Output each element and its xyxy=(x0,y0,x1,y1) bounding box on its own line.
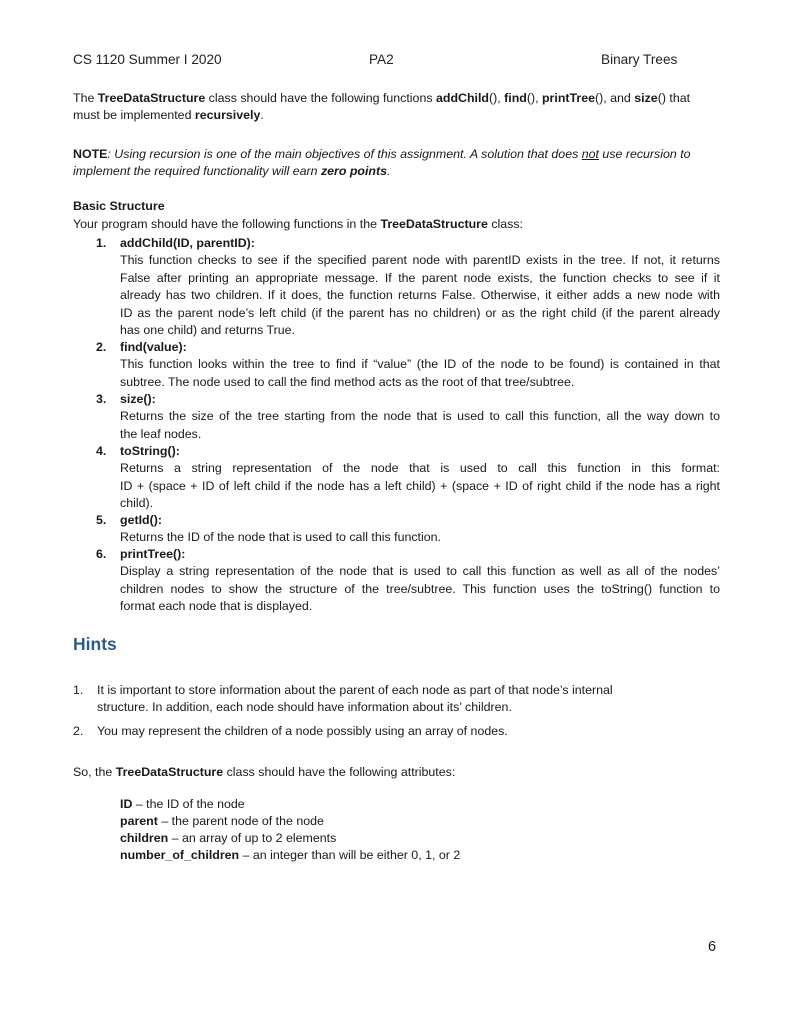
function-description xyxy=(120,460,720,512)
description-line: format each node that is displayed. xyxy=(120,599,313,614)
description-line: ID as the parent node’s left child (if the parent has no children) or as the right child (if the parent already xyxy=(120,305,720,320)
description-line: Returns a string representation of the node that is used to call this function in this format: xyxy=(120,461,720,476)
header-course: CS 1120 Summer I 2020 xyxy=(73,52,222,67)
description-line: the leaf nodes. xyxy=(120,426,202,441)
description-line: children nodes to show the structure of the tree/subtree. This function uses the toString() function to xyxy=(120,581,720,596)
list-number: 3. xyxy=(96,392,107,406)
list-number: 2. xyxy=(96,340,107,354)
hint-text: You may represent the children of a node possibly using an array of nodes. xyxy=(97,724,508,738)
basic-structure-title: Basic Structure xyxy=(73,199,165,213)
attributes-intro: So, the TreeDataStructure class should have the following attributes: xyxy=(73,765,456,779)
function-signature: size(): xyxy=(120,392,156,406)
list-number: 6. xyxy=(96,547,107,561)
description-line: has one child) and returns True. xyxy=(120,323,295,338)
header-topic: Binary Trees xyxy=(601,52,678,67)
basic-structure-intro: Your program should have the following functions in the TreeDataStructure class: xyxy=(73,217,523,231)
list-number: 5. xyxy=(96,513,107,527)
description-line: This function checks to see if the specified parent node with parentID exists in the tree. If not, it returns xyxy=(120,253,720,268)
description-line: ID + (space + ID of left child if the node has a left child) + (space + ID of right child if the node has a right xyxy=(120,478,720,493)
description-line: Returns the size of the tree starting from the node that is used to call this function, all the way down to xyxy=(120,409,720,424)
note-line-1: NOTE: Using recursion is one of the main objectives of this assignment. A solution that does not use recursion to xyxy=(73,147,691,161)
function-description xyxy=(120,529,720,546)
note-line-2: implement the required functionality will earn zero points. xyxy=(73,164,391,179)
function-description xyxy=(120,356,720,391)
function-signature: toString(): xyxy=(120,444,180,458)
function-signature: addChild(ID, parentID): xyxy=(120,236,255,250)
description-line: Display a string representation of the node that is used to call this function as well as all of the nodes’ xyxy=(120,564,720,579)
hint-text: It is important to store information about the parent of each node as part of that node’s internal structure. In addition, each node should have information about its’ children. xyxy=(97,683,613,715)
function-signature: find(value): xyxy=(120,340,187,354)
function-signature: printTree(): xyxy=(120,547,186,561)
intro-line-1: The TreeDataStructure class should have the following functions addChild(), find(), printTree(), and size() that xyxy=(73,91,691,105)
attribute-id: ID – the ID of the node xyxy=(120,797,245,811)
hint-number: 2. xyxy=(73,724,84,738)
intro-line-2: must be implemented recursively. xyxy=(73,108,264,123)
description-line: child). xyxy=(120,496,154,511)
hint-number: 1. xyxy=(73,683,84,697)
description-line: Returns the ID of the node that is used to call this function. xyxy=(120,530,441,545)
list-number: 4. xyxy=(96,444,107,458)
description-line: subtree. The node used to call the find method acts as the root of that tree/subtree. xyxy=(120,374,575,389)
attribute-number-of-children: number_of_children – an integer than will be either 0, 1, or 2 xyxy=(120,848,461,862)
function-description xyxy=(120,408,720,443)
page-number: 6 xyxy=(708,939,717,955)
description-line: This function looks within the tree to find if “value” (the ID of the node to be found) is contained in that xyxy=(120,357,720,372)
description-line: already has two children. If it does, the function returns False. Otherwise, it either adds a new node with xyxy=(120,288,720,303)
note-paragraph xyxy=(73,146,721,181)
function-description xyxy=(120,252,720,339)
function-description xyxy=(120,563,720,615)
header-assignment: PA2 xyxy=(369,52,394,67)
list-number: 1. xyxy=(96,236,107,250)
function-signature: getId(): xyxy=(120,513,162,527)
attribute-children: children – an array of up to 2 elements xyxy=(120,831,337,845)
hints-heading: Hints xyxy=(73,634,117,654)
description-line: False after printing an appropriate message. If the parent node exists, the function checks to see if it xyxy=(120,270,720,285)
intro-paragraph xyxy=(73,90,721,125)
attribute-parent: parent – the parent node of the node xyxy=(120,814,324,828)
